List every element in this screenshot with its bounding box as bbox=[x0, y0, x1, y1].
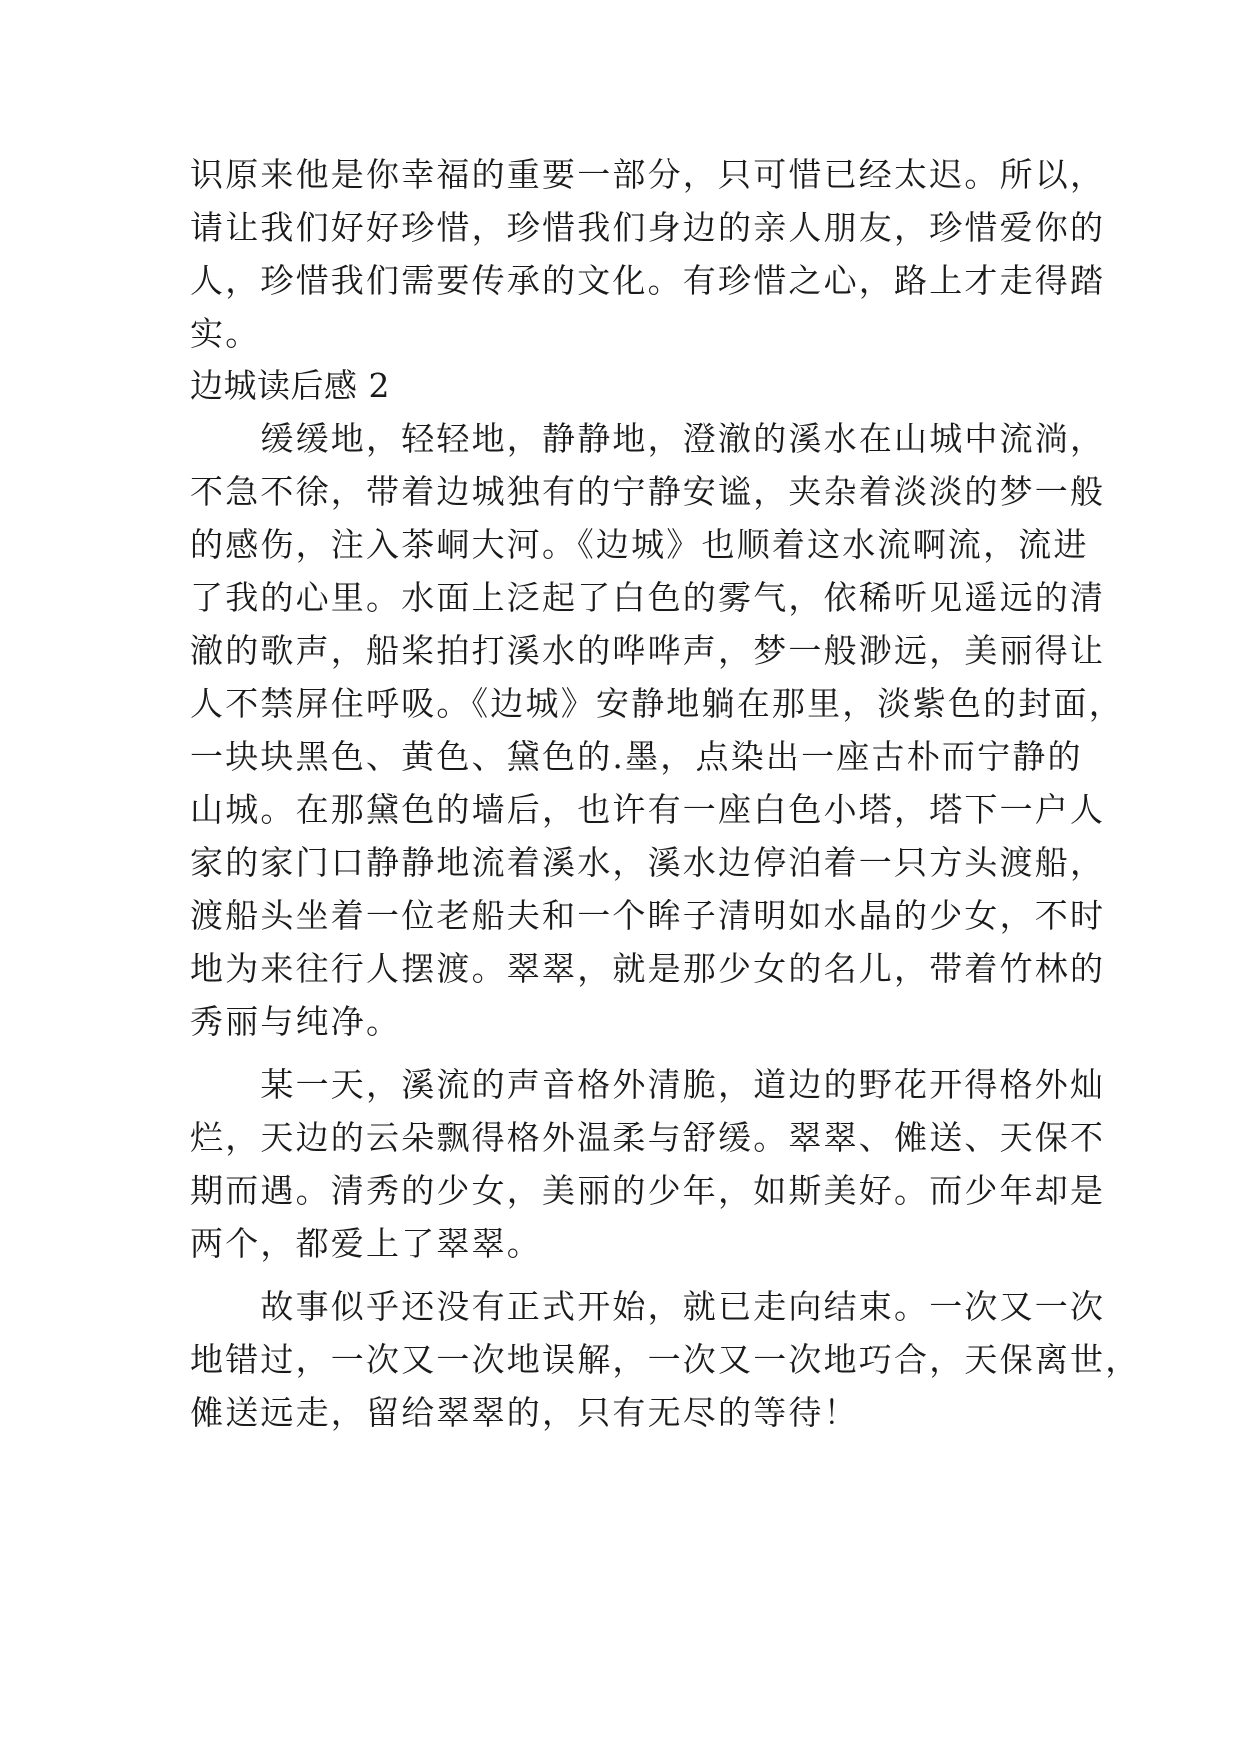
text-line: 地错过，一次又一次地误解，一次又一次地巧合，天保离世， bbox=[190, 1340, 1141, 1379]
text-line: 山城。在那黛色的墙后，也许有一座白色小塔，塔下一户人 bbox=[190, 790, 1106, 829]
text-line: 缓缓地，轻轻地，静静地，澄澈的溪水在山城中流淌， bbox=[190, 419, 1106, 458]
text-line: 期而遇。清秀的少女，美丽的少年，如斯美好。而少年却是 bbox=[190, 1171, 1106, 1210]
text-line: 的感伤，注入茶峒大河。《边城》也顺着这水流啊流，流进 bbox=[190, 525, 1089, 564]
text-line: 故事似乎还没有正式开始，就已走向结束。一次又一次 bbox=[190, 1287, 1106, 1326]
text-line: 不急不徐，带着边城独有的宁静安谧，夹杂着淡淡的梦一般 bbox=[190, 472, 1106, 511]
text-line: 实。 bbox=[190, 314, 261, 353]
text-line: 傩送远走，留给翠翠的，只有无尽的等待！ bbox=[190, 1393, 859, 1432]
section-heading: 边城读后感 2 bbox=[190, 366, 390, 405]
text-line: 识原来他是你幸福的重要一部分，只可惜已经太迟。所以， bbox=[190, 155, 1106, 194]
text-line: 烂，天边的云朵飘得格外温柔与舒缓。翠翠、傩送、天保不 bbox=[190, 1118, 1106, 1157]
text-line: 秀丽与纯净。 bbox=[190, 1002, 402, 1041]
text-line: 渡船头坐着一位老船夫和一个眸子清明如水晶的少女，不时 bbox=[190, 896, 1106, 935]
text-line: 一块块黑色、黄色、黛色的.墨，点染出一座古朴而宁静的 bbox=[190, 737, 1083, 776]
text-line: 人，珍惜我们需要传承的文化。有珍惜之心，路上才走得踏 bbox=[190, 261, 1106, 300]
text-line: 澈的歌声，船桨拍打溪水的哗哗声，梦一般渺远，美丽得让 bbox=[190, 631, 1106, 670]
text-line: 两个，都爱上了翠翠。 bbox=[190, 1224, 542, 1263]
text-line: 某一天，溪流的声音格外清脆，道边的野花开得格外灿 bbox=[190, 1065, 1106, 1104]
text-line: 人不禁屏住呼吸。《边城》安静地躺在那里，淡紫色的封面， bbox=[190, 684, 1124, 723]
text-line: 请让我们好好珍惜，珍惜我们身边的亲人朋友，珍惜爱你的 bbox=[190, 208, 1106, 247]
text-line: 地为来往行人摆渡。翠翠，就是那少女的名儿，带着竹林的 bbox=[190, 949, 1106, 988]
text-line: 家的家门口静静地流着溪水，溪水边停泊着一只方头渡船， bbox=[190, 843, 1106, 882]
text-line: 了我的心里。水面上泛起了白色的雾气，依稀听见遥远的清 bbox=[190, 578, 1106, 617]
